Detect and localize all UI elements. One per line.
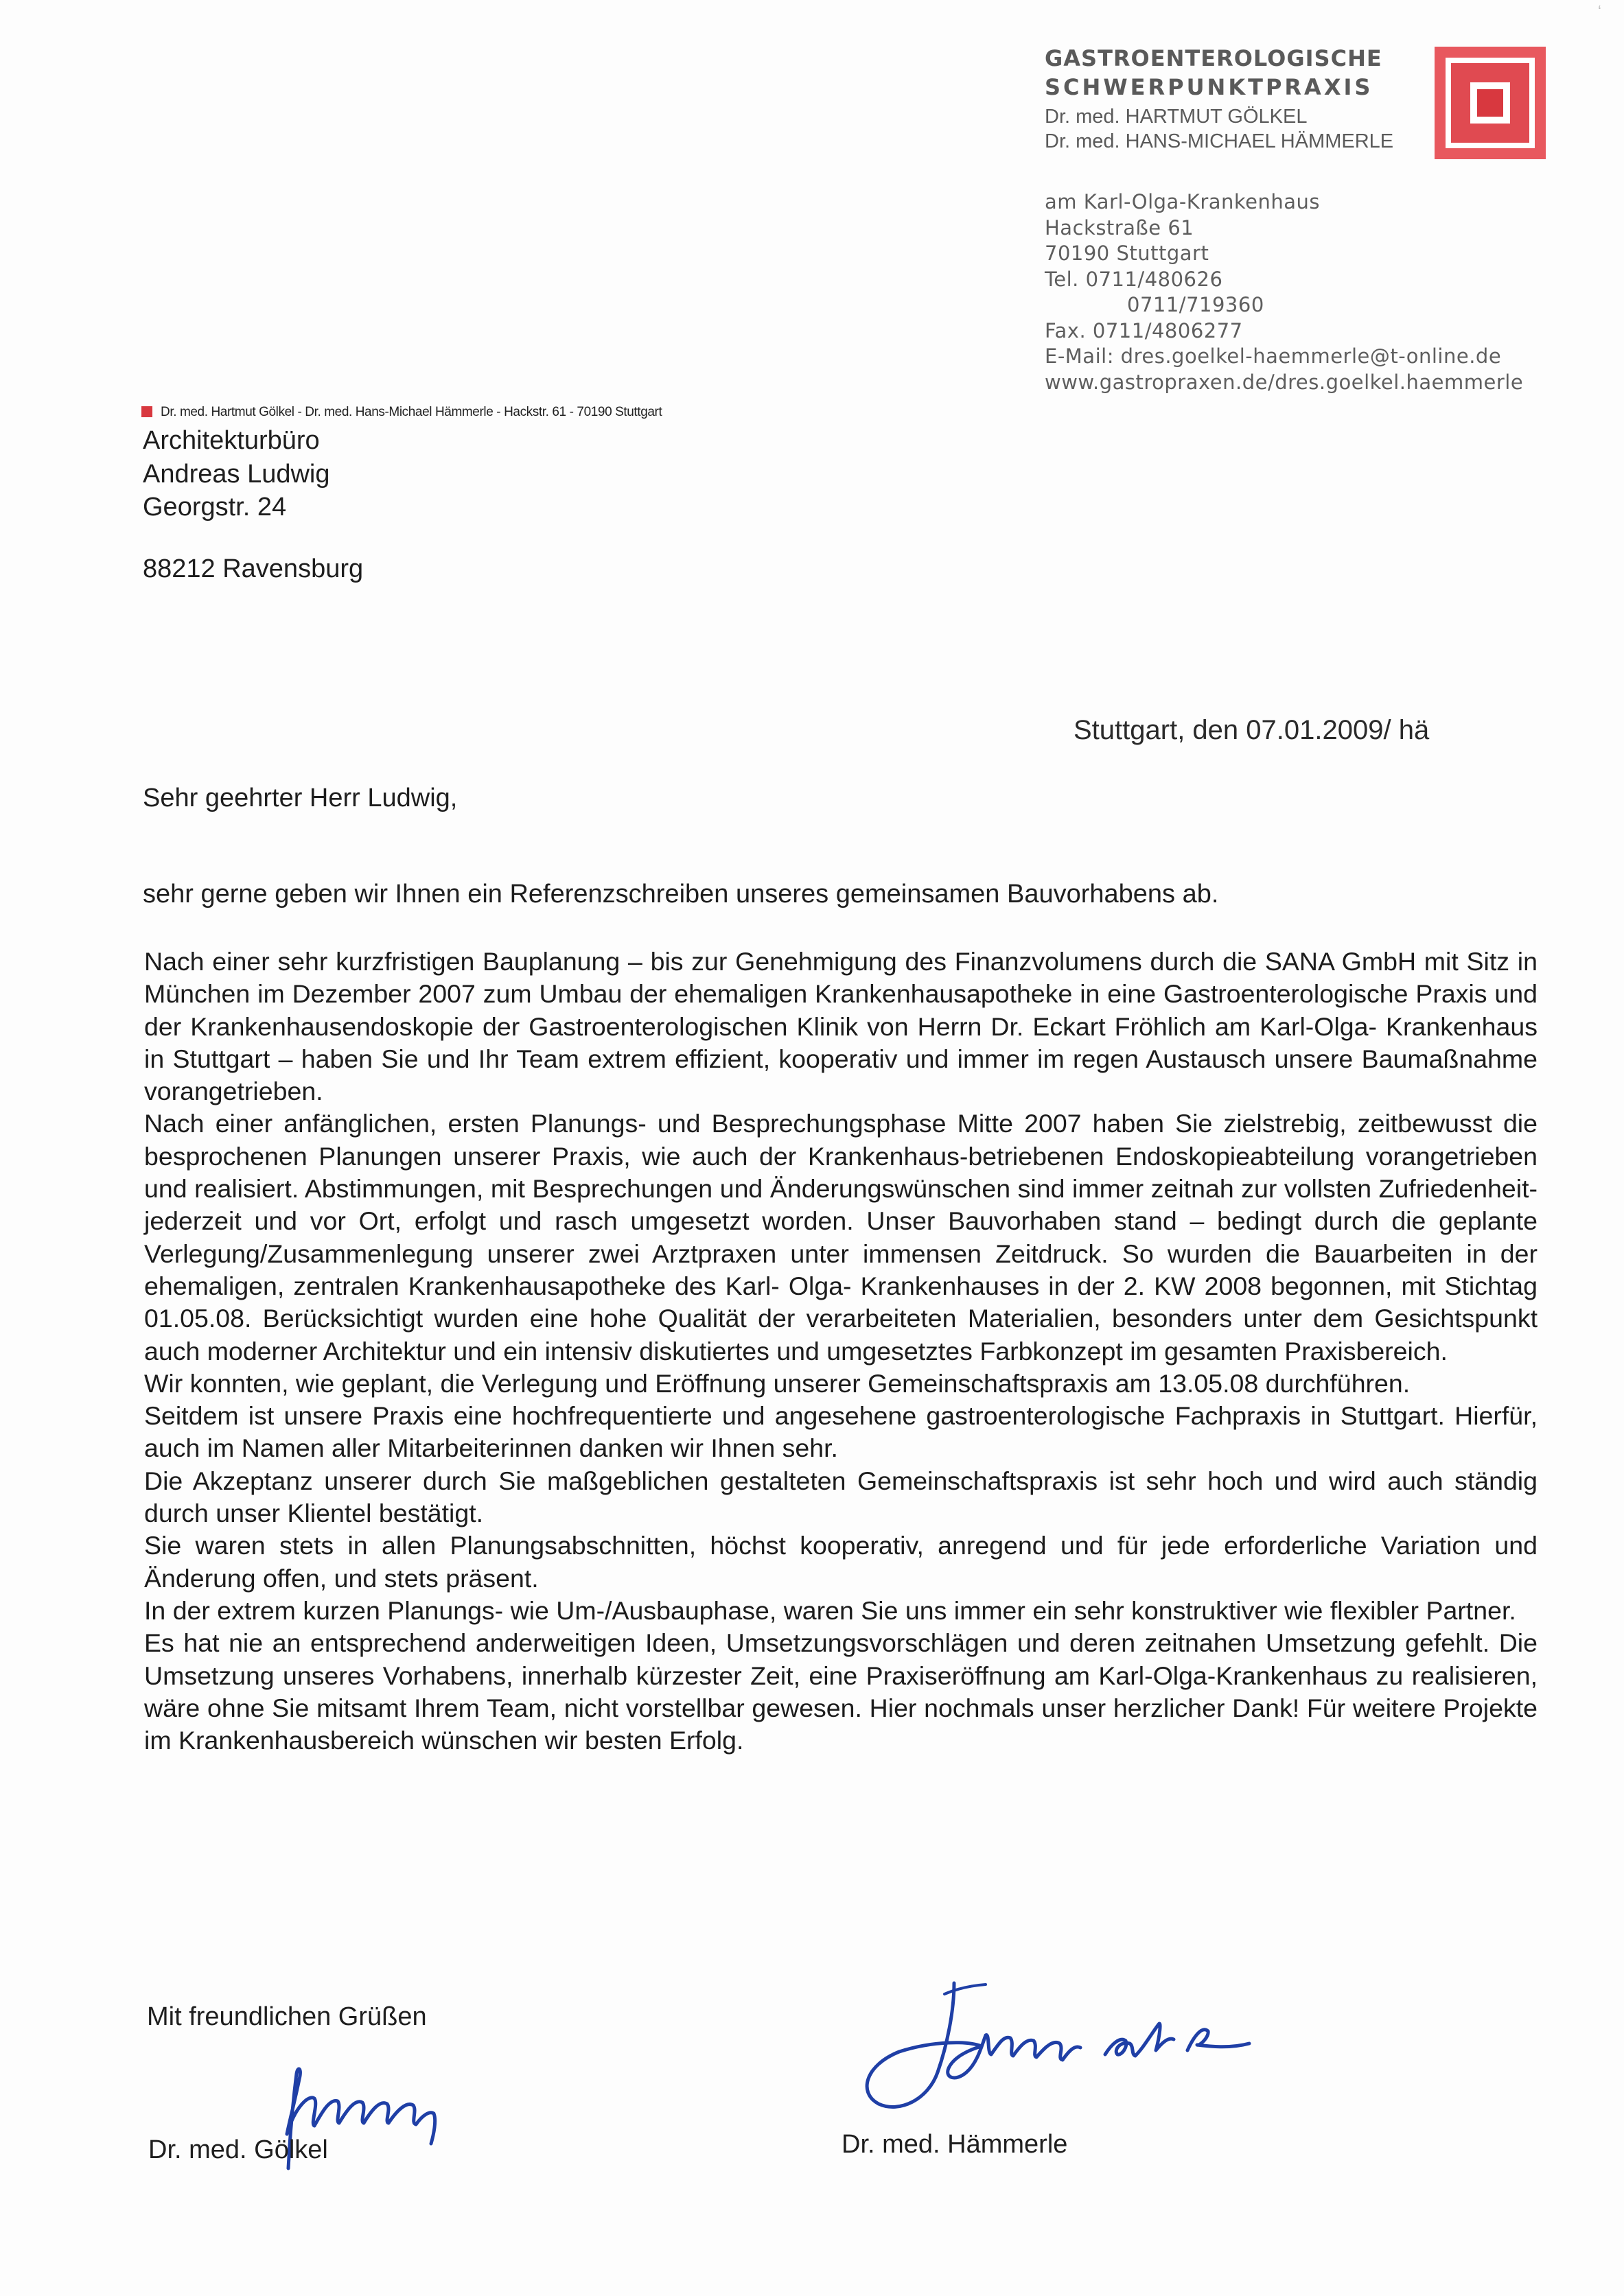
sender-mark-icon	[141, 406, 152, 417]
contact-email: E-Mail: dres.goelkel-haemmerle@t-online.de	[1045, 344, 1502, 368]
body-paragraph: Nach einer sehr kurzfristigen Bauplanung – bis zur Genehmigung des Finanzvolumens durch die SANA GmbH mit Sitz in München im Dezember 2007 zum Umbau der ehemaligen Krankenhausapotheke in eine Gastroenterologische Praxis und der Krankenhausendoskopie der Gastroenterologischen Klinik von Herrn Dr. Eckart Fröhlich am Karl-Olga- Krankenhaus in Stuttgart – haben Sie und Ihr Team extrem effizient, kooperativ und immer im regen Austausch unsere Baumaßnahme vorangetrieben.	[144, 947, 1538, 1106]
closing-phrase: Mit freundlichen Grüßen	[147, 2002, 427, 2031]
recipient-company: Architekturbüro	[143, 426, 320, 455]
contact-city: 70190 Stuttgart	[1045, 242, 1209, 265]
signature-haemmerle-icon	[851, 1969, 1263, 2127]
practice-logo-icon	[1435, 47, 1546, 159]
recipient-name: Andreas Ludwig	[143, 459, 330, 489]
recipient-city: 88212 Ravensburg	[143, 554, 364, 583]
letter-body	[144, 946, 1538, 1757]
body-paragraph: Seitdem ist unsere Praxis eine hochfrequentierte und angesehene gastroenterologische Fachpraxis in Stuttgart. Hierfür, auch im Namen aller Mitarbeiterinnen danken wir Ihnen sehr.	[144, 1401, 1538, 1463]
practice-name-line1: GASTROENTEROLOGISCHE	[1045, 45, 1382, 71]
contact-fax: Fax. 0711/4806277	[1045, 318, 1243, 342]
body-paragraph: In der extrem kurzen Planungs- wie Um-/Ausbauphase, waren Sie uns immer ein sehr konstruktiver wie flexibler Partner.	[144, 1595, 1516, 1625]
contact-location: am Karl-Olga-Krankenhaus	[1045, 190, 1321, 213]
body-paragraph: Wir konnten, wie geplant, die Verlegung und Eröffnung unserer Gemeinschaftspraxis am 13.05.08 durchführen.	[144, 1368, 1411, 1398]
contact-street: Hackstraße 61	[1045, 215, 1194, 239]
contact-website: www.gastropraxen.de/dres.goelkel.haemmerle	[1045, 370, 1524, 394]
body-paragraph: Sie waren stets in allen Planungsabschnitten, höchst kooperativ, anregend und für jede erforderliche Variation und Änderung offen, und stets präsent.	[144, 1531, 1538, 1593]
intro-sentence: sehr gerne geben wir Ihnen ein Referenzschreiben unseres gemeinsamen Bauvorhabens ab.	[143, 880, 1219, 909]
letter-date: Stuttgart, den 07.01.2009/ hä	[1074, 715, 1430, 745]
practice-name-line2: SCHWERPUNKTPRAXIS	[1045, 74, 1373, 100]
practice-contact-block	[1045, 189, 1608, 395]
sender-return-line	[141, 405, 662, 420]
salutation: Sehr geehrter Herr Ludwig,	[143, 784, 458, 812]
recipient-street: Georgstr. 24	[143, 493, 287, 522]
sender-return-text: Dr. med. Hartmut Gölkel - Dr. med. Hans-Michael Hämmerle - Hackstr. 61 - 70190 Stuttgart	[161, 405, 662, 419]
signatory-right: Dr. med. Hämmerle	[842, 2130, 1068, 2159]
body-paragraph: Es hat nie an entsprechend anderweitigen Ideen, Umsetzungsvorschlägen und deren zeitnahen Umsetzung gefehlt. Die Umsetzung unseres Vorhabens, innerhalb kürzester Zeit, eine Praxiseröffnung am Karl-Olga-Krankenhaus zu realisieren, wäre ohne Sie mitsamt Ihrem Team, nicht vorstellbar gewesen. Hier nochmals unser herzlicher Dank! Für weitere Projekte im Krankenhausbereich wünschen wir besten Erfolg.	[144, 1628, 1538, 1755]
contact-tel-2: 0711/719360	[1127, 293, 1264, 316]
scan-corner-mark-icon: ʻ	[1598, 3, 1601, 20]
body-paragraph: Die Akzeptanz unserer durch Sie maßgeblichen gestalteten Gemeinschaftspraxis ist sehr hoch und wird auch ständig durch unser Klientel bestätigt.	[144, 1466, 1538, 1528]
signatory-left: Dr. med. Gölkel	[148, 2135, 328, 2164]
doctor-name-1: Dr. med. HARTMUT GÖLKEL	[1045, 106, 1308, 128]
doctor-name-2: Dr. med. HANS-MICHAEL HÄMMERLE	[1045, 130, 1394, 152]
contact-tel-1: Tel. 0711/480626	[1045, 267, 1223, 291]
body-paragraph: Nach einer anfänglichen, ersten Planungs- und Besprechungsphase Mitte 2007 haben Sie zielstrebig, zeitbewusst die besprochenen Planungen unserer Praxis, wie auch der Krankenhaus-betriebenen Endoskopieabteilung vorangetrieben und realisiert. Abstimmungen, mit Besprechungen und Änderungswünschen sind immer zeitnah zur vollsten Zufriedenheit- jederzeit und vor Ort, erfolgt und rasch umgesetzt worden. Unser Bauvorhaben stand – bedingt durch die geplante Verlegung/Zusammenlegung unserer zwei Arztpraxen unter immensen Zeitdruck. So wurden die Bauarbeiten in der ehemaligen, zentralen Krankenhausapotheke des Karl- Olga- Krankenhauses in der 2. KW 2008 begonnen, mit Stichtag 01.05.08. Berücksichtigt wurden eine hohe Qualität der verarbeiteten Materialien, besonders unter dem Gesichtspunkt auch moderner Architektur und ein intensiv diskutiertes und umgesetztes Farbkonzept im gesamten Praxisbereich.	[144, 1109, 1538, 1366]
recipient-address	[143, 424, 330, 524]
